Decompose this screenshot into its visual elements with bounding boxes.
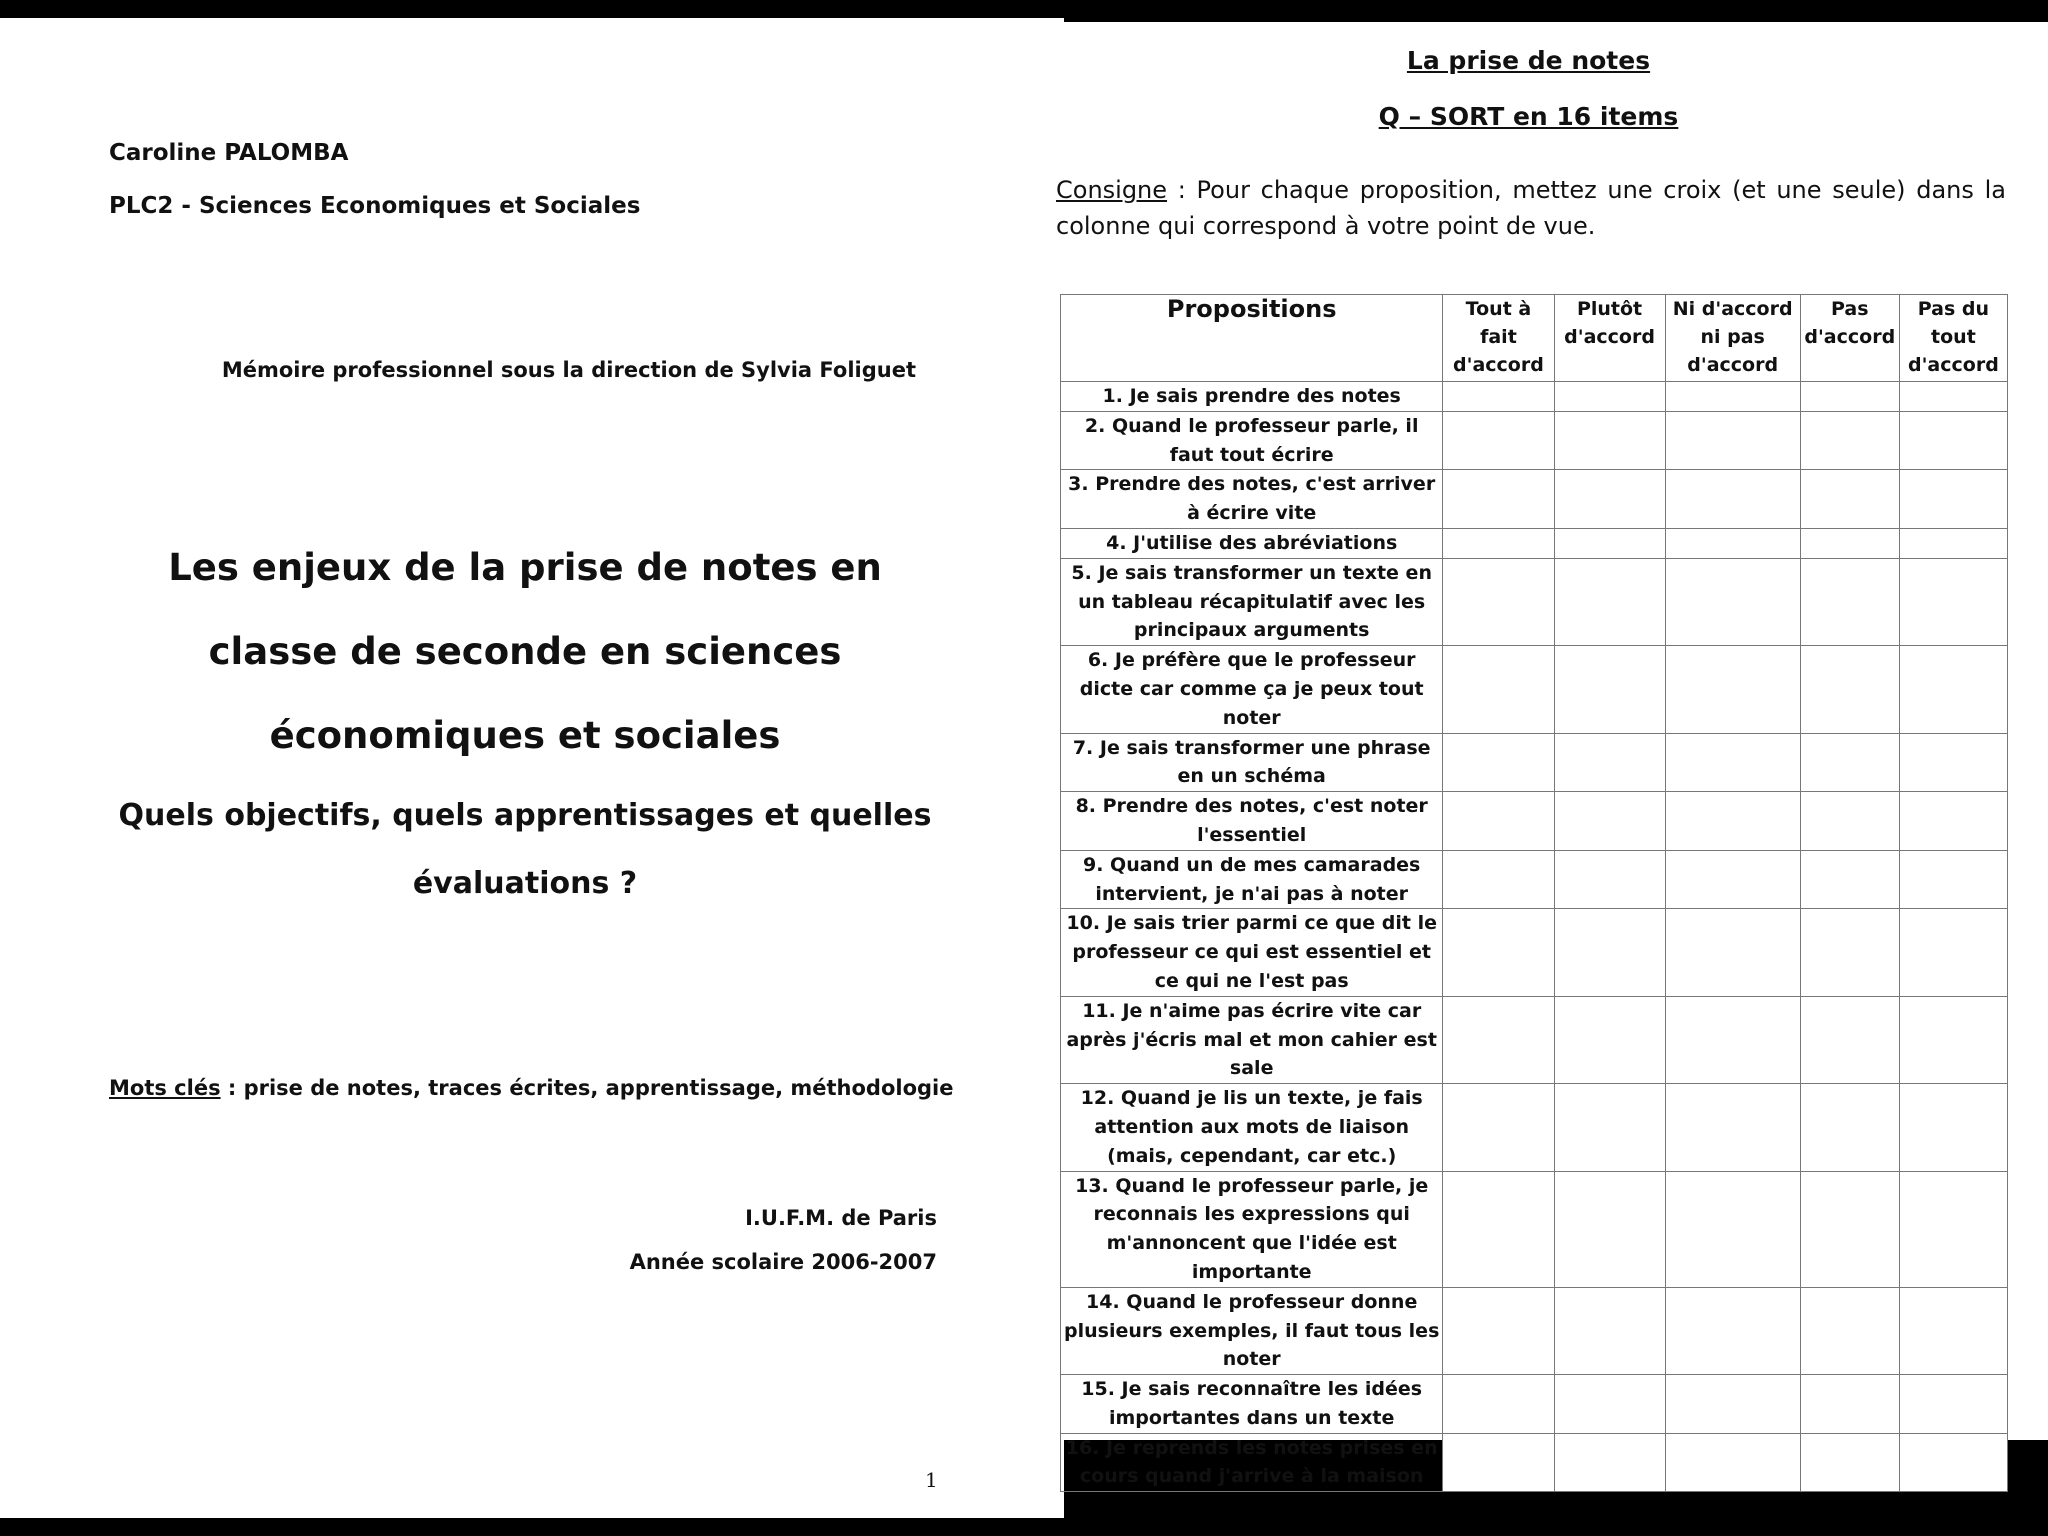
proposition-cell: 5. Je sais transformer un texte en un tableau récapitulatif avec les principaux arguments: [1061, 558, 1443, 645]
answer-cell[interactable]: [1554, 996, 1665, 1083]
answer-cell[interactable]: [1665, 528, 1800, 558]
instruction-text: [1056, 172, 2006, 244]
column-header-propositions: Propositions: [1061, 295, 1443, 382]
answer-cell[interactable]: [1899, 792, 2007, 851]
table-row: [1061, 1084, 2008, 1171]
answer-cell[interactable]: [1554, 646, 1665, 733]
table-row: [1061, 792, 2008, 851]
answer-cell[interactable]: [1899, 850, 2007, 909]
answer-cell[interactable]: [1899, 470, 2007, 529]
answer-cell[interactable]: [1443, 558, 1554, 645]
answer-cell[interactable]: [1899, 1375, 2007, 1434]
answer-cell[interactable]: [1554, 1171, 1665, 1287]
proposition-cell: 1. Je sais prendre des notes: [1061, 382, 1443, 412]
answer-cell[interactable]: [1800, 850, 1899, 909]
page-number: 1: [925, 1468, 938, 1492]
answer-cell[interactable]: [1665, 1171, 1800, 1287]
table-row: [1061, 558, 2008, 645]
keywords-label: Mots clés: [109, 1076, 221, 1100]
proposition-cell: 14. Quand le professeur donne plusieurs exemples, il faut tous les noter: [1061, 1287, 1443, 1374]
answer-cell[interactable]: [1443, 996, 1554, 1083]
answer-cell[interactable]: [1899, 646, 2007, 733]
answer-cell[interactable]: [1443, 850, 1554, 909]
answer-cell[interactable]: [1800, 792, 1899, 851]
proposition-cell: 11. Je n'aime pas écrire vite car après j'écris mal et mon cahier est sale: [1061, 996, 1443, 1083]
proposition-cell: 12. Quand je lis un texte, je fais attention aux mots de liaison (mais, cependant, car etc.): [1061, 1084, 1443, 1171]
answer-cell[interactable]: [1665, 1287, 1800, 1374]
answer-cell[interactable]: [1800, 733, 1899, 792]
table-row: [1061, 382, 2008, 412]
answer-cell[interactable]: [1443, 1287, 1554, 1374]
proposition-cell: 8. Prendre des notes, c'est noter l'essentiel: [1061, 792, 1443, 851]
qsort-table: [1060, 294, 2008, 1492]
answer-cell[interactable]: [1899, 909, 2007, 996]
answer-cell[interactable]: [1554, 1287, 1665, 1374]
answer-cell[interactable]: [1800, 1375, 1899, 1434]
answer-cell[interactable]: [1800, 528, 1899, 558]
column-header-option: Pas du tout d'accord: [1899, 295, 2007, 382]
proposition-cell: 7. Je sais transformer une phrase en un schéma: [1061, 733, 1443, 792]
answer-cell[interactable]: [1665, 646, 1800, 733]
answer-cell[interactable]: [1800, 411, 1899, 470]
answer-cell[interactable]: [1554, 792, 1665, 851]
table-row: [1061, 1375, 2008, 1434]
answer-cell[interactable]: [1800, 1171, 1899, 1287]
answer-cell[interactable]: [1665, 1084, 1800, 1171]
answer-cell[interactable]: [1665, 996, 1800, 1083]
answer-cell[interactable]: [1554, 1433, 1665, 1492]
answer-cell[interactable]: [1800, 996, 1899, 1083]
answer-cell[interactable]: [1443, 528, 1554, 558]
proposition-cell: 9. Quand un de mes camarades intervient, je n'ai pas à noter: [1061, 850, 1443, 909]
answer-cell[interactable]: [1443, 470, 1554, 529]
answer-cell[interactable]: [1554, 382, 1665, 412]
table-row: [1061, 1287, 2008, 1374]
questionnaire-page: [1056, 22, 2048, 1488]
answer-cell[interactable]: [1665, 792, 1800, 851]
institution: I.U.F.M. de Paris: [745, 1206, 937, 1230]
answer-cell[interactable]: [1554, 470, 1665, 529]
answer-cell[interactable]: [1554, 909, 1665, 996]
answer-cell[interactable]: [1443, 382, 1554, 412]
answer-cell[interactable]: [1665, 850, 1800, 909]
table-row: [1061, 1171, 2008, 1287]
table-row: [1061, 909, 2008, 996]
proposition-cell: 16. Je reprends les notes prises en cours quand j'arrive à la maison: [1061, 1433, 1443, 1492]
keywords-text: : prise de notes, traces écrites, apprentissage, méthodologie: [220, 1076, 954, 1100]
course-name: PLC2 - Sciences Economiques et Sociales: [109, 193, 641, 219]
answer-cell[interactable]: [1443, 1171, 1554, 1287]
table-row: [1061, 528, 2008, 558]
answer-cell[interactable]: [1800, 382, 1899, 412]
table-row: [1061, 996, 2008, 1083]
answer-cell[interactable]: [1899, 528, 2007, 558]
answer-cell[interactable]: [1899, 1084, 2007, 1171]
answer-cell[interactable]: [1665, 558, 1800, 645]
proposition-cell: 15. Je sais reconnaître les idées importantes dans un texte: [1061, 1375, 1443, 1434]
school-year: Année scolaire 2006-2007: [629, 1250, 937, 1274]
thesis-title: Les enjeux de la prise de notes en classe de seconde en sciences économiques et sociales: [168, 546, 882, 757]
keywords-line: [109, 1076, 954, 1100]
answer-cell[interactable]: [1899, 733, 2007, 792]
answer-cell[interactable]: [1665, 909, 1800, 996]
proposition-cell: 10. Je sais trier parmi ce que dit le professeur ce qui est essentiel et ce qui ne l'est pas: [1061, 909, 1443, 996]
answer-cell[interactable]: [1800, 1287, 1899, 1374]
proposition-cell: 6. Je préfère que le professeur dicte car comme ça je peux tout noter: [1061, 646, 1443, 733]
answer-cell[interactable]: [1665, 733, 1800, 792]
answer-cell[interactable]: [1554, 1084, 1665, 1171]
answer-cell[interactable]: [1554, 558, 1665, 645]
answer-cell[interactable]: [1665, 1433, 1800, 1492]
answer-cell[interactable]: [1800, 1433, 1899, 1492]
author-name: Caroline PALOMBA: [109, 140, 349, 166]
answer-cell[interactable]: [1443, 733, 1554, 792]
cover-page: [0, 18, 1064, 1518]
answer-cell[interactable]: [1443, 411, 1554, 470]
answer-cell[interactable]: [1443, 1084, 1554, 1171]
proposition-cell: 4. J'utilise des abréviations: [1061, 528, 1443, 558]
answer-cell[interactable]: [1899, 996, 2007, 1083]
answer-cell[interactable]: [1800, 470, 1899, 529]
answer-cell[interactable]: [1554, 411, 1665, 470]
table-row: [1061, 733, 2008, 792]
answer-cell[interactable]: [1800, 909, 1899, 996]
answer-cell[interactable]: [1899, 1287, 2007, 1374]
table-row: [1061, 646, 2008, 733]
answer-cell[interactable]: [1665, 1375, 1800, 1434]
answer-cell[interactable]: [1800, 558, 1899, 645]
answer-cell[interactable]: [1899, 411, 2007, 470]
answer-cell[interactable]: [1665, 411, 1800, 470]
answer-cell[interactable]: [1443, 1433, 1554, 1492]
proposition-cell: 3. Prendre des notes, c'est arriver à écrire vite: [1061, 470, 1443, 529]
answer-cell[interactable]: [1899, 1433, 2007, 1492]
answer-cell[interactable]: [1554, 528, 1665, 558]
proposition-cell: 13. Quand le professeur parle, je reconnais les expressions qui m'annoncent que l'idée est importante: [1061, 1171, 1443, 1287]
answer-cell[interactable]: [1800, 646, 1899, 733]
answer-cell[interactable]: [1665, 470, 1800, 529]
instruction-label: Consigne: [1056, 176, 1168, 204]
column-header-option: Tout à fait d'accord: [1443, 295, 1554, 382]
proposition-cell: 2. Quand le professeur parle, il faut tout écrire: [1061, 411, 1443, 470]
answer-cell[interactable]: [1899, 558, 2007, 645]
answer-cell[interactable]: [1665, 382, 1800, 412]
questionnaire-title: La prise de notes: [1406, 46, 1651, 75]
table-row: [1061, 470, 2008, 529]
instruction-body: : Pour chaque proposition, mettez une croix (et une seule) dans la colonne qui correspond à votre point de vue.: [1056, 176, 2006, 240]
table-row: [1061, 1433, 2008, 1492]
answer-cell[interactable]: [1554, 733, 1665, 792]
answer-cell[interactable]: [1443, 646, 1554, 733]
column-header-option: Pas d'accord: [1800, 295, 1899, 382]
answer-cell[interactable]: [1443, 792, 1554, 851]
answer-cell[interactable]: [1554, 850, 1665, 909]
answer-cell[interactable]: [1800, 1084, 1899, 1171]
answer-cell[interactable]: [1443, 909, 1554, 996]
questionnaire-subtitle: Q – SORT en 16 items: [1378, 102, 1679, 131]
answer-cell[interactable]: [1443, 1375, 1554, 1434]
table-row: [1061, 850, 2008, 909]
table-row: [1061, 411, 2008, 470]
column-header-option: Ni d'accord ni pas d'accord: [1665, 295, 1800, 382]
answer-cell[interactable]: [1899, 1171, 2007, 1287]
table-header-row: [1061, 295, 2008, 382]
thesis-subtitle: Quels objectifs, quels apprentissages et quelles évaluations ?: [118, 798, 932, 901]
supervision-line: Mémoire professionnel sous la direction de Sylvia Foliguet: [221, 358, 916, 382]
answer-cell[interactable]: [1899, 382, 2007, 412]
answer-cell[interactable]: [1554, 1375, 1665, 1434]
column-header-option: Plutôt d'accord: [1554, 295, 1665, 382]
